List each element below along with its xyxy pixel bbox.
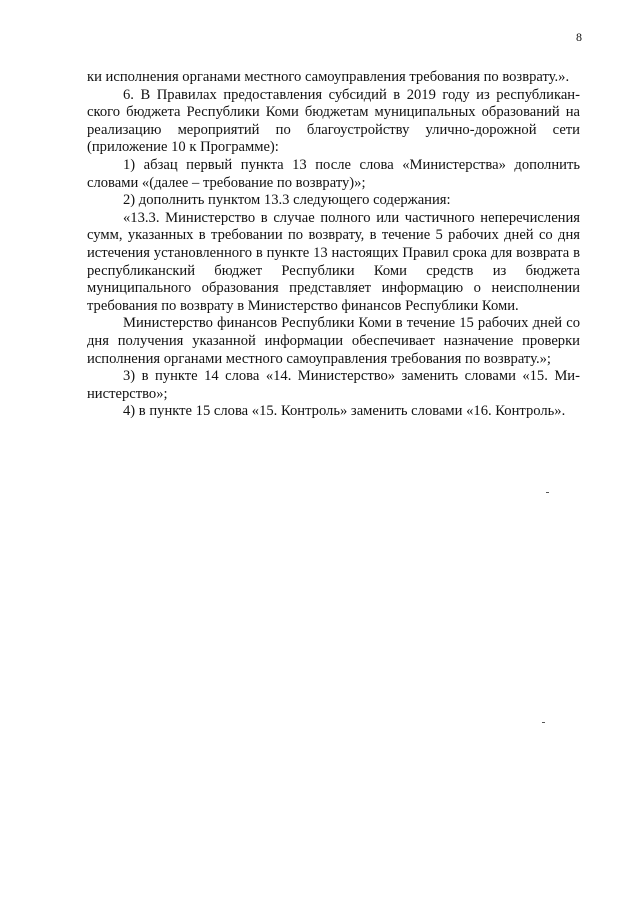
- paragraph-subitem-4: 4) в пункте 15 слова «15. Контроль» заменить словами «16. Контроль».: [123, 403, 566, 420]
- paragraph-subitem-3: 3) в пункте 14 слова «14. Министерство» заменить словами «15. Министерство»;: [87, 368, 580, 402]
- paragraph-clause-13-3: «13.3. Министерство в случае полного или частичного неперечисления сумм, указанных в требовании по возврату, в течение 5 рабочих дней со дня истечения установленного в пункте 13 настоящих Правил срока для возврата в республиканский бюджет Республики Коми средств из бюджета муниципального образования представляет информацию о неисполнении требования по возврату в Министерство финансов Республики Коми.: [87, 209, 580, 314]
- scan-speck: [542, 722, 545, 723]
- paragraph-clause-13-3-continued: Министерство финансов Республики Коми в течение 15 рабочих дней со дня получения указанной информации обеспечивает назначение проверки исполнения органами местного самоуправления требования по возврату.»;: [87, 315, 580, 367]
- paragraph-subitem-2: 2) дополнить пунктом 13.3 следующего содержания:: [123, 192, 451, 209]
- scan-speck: [546, 492, 549, 493]
- page-number: 8: [576, 30, 582, 44]
- paragraph-continuation: ки исполнения органами местного самоуправления требования по возврату.».: [87, 69, 570, 85]
- document-body: [87, 69, 580, 421]
- paragraph-subitem-1: 1) абзац первый пункта 13 после слова «Министерства» дополнить словами «(далее – требование по возврату)»;: [87, 156, 580, 191]
- paragraph-item-6: 6. В Правилах предоставления субсидий в 2019 году из республиканского бюджета Республики Коми бюджетам муниципальных образований на реализацию мероприятий по благоустройству улично-дорожной сети (приложение 10 к Программе):: [87, 86, 580, 156]
